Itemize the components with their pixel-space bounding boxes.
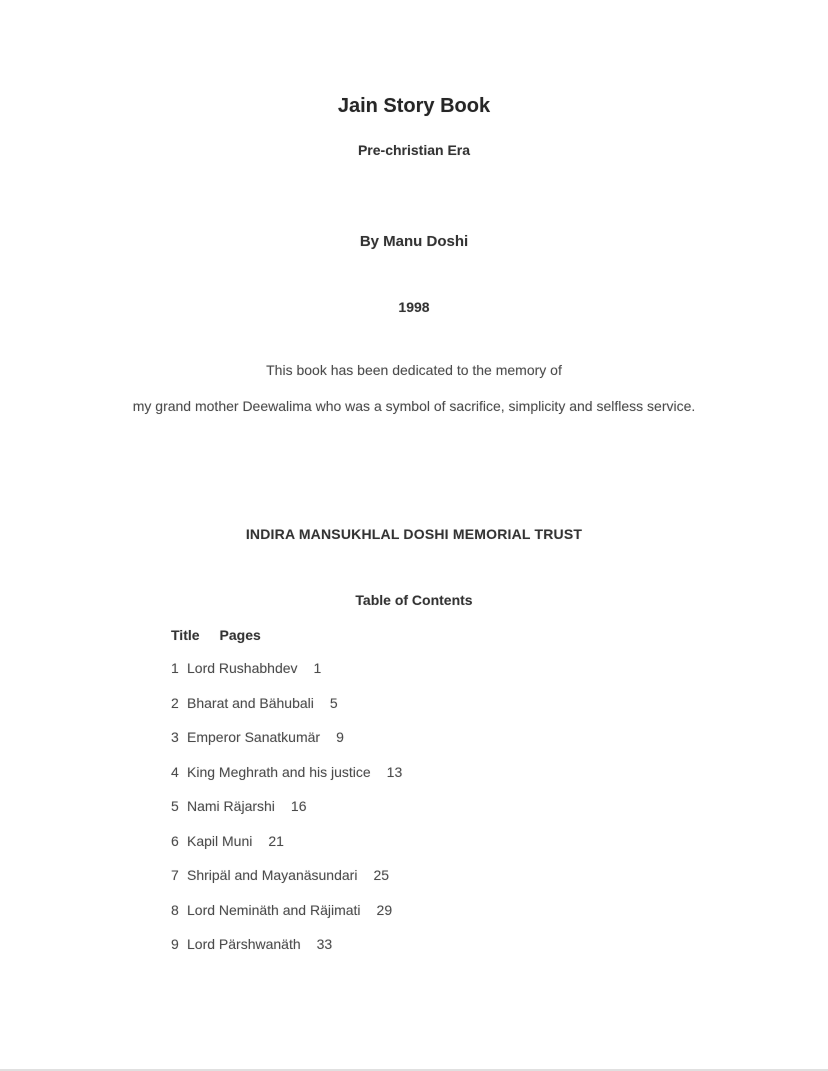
- toc-entry-number: 5: [171, 798, 179, 815]
- author-byline: By Manu Doshi: [359, 233, 469, 250]
- toc-entry-title: Bharat and Bähubali: [187, 694, 314, 711]
- toc-entry-number: 7: [171, 867, 179, 884]
- toc-entry-page: 29: [376, 901, 393, 918]
- toc-entry: [171, 833, 402, 868]
- page-title: Jain Story Book: [337, 95, 491, 117]
- toc-entry: [171, 729, 402, 764]
- toc-entry-title: Kapil Muni: [187, 832, 253, 849]
- toc-entry-title: Lord Rushabhdev: [187, 660, 298, 676]
- toc-entry: [171, 695, 402, 730]
- toc-entry-page: 25: [373, 867, 390, 884]
- toc-entry-title: Shripäl and Mayanäsundari: [187, 867, 358, 884]
- trust-name: INDIRA MANSUKHLAL DOSHI MEMORIAL TRUST: [245, 526, 583, 542]
- toc-entry-number: 6: [171, 832, 179, 849]
- toc-entry: [171, 798, 402, 833]
- toc-entry-number: 8: [171, 901, 179, 918]
- toc-entry-title: Emperor Sanatkumär: [187, 729, 321, 746]
- toc-entry-page: 13: [386, 763, 403, 780]
- toc-entry-title: King Meghrath and his justice: [187, 763, 371, 780]
- toc-entry: [171, 764, 402, 799]
- toc-column-title: Title: [171, 627, 200, 643]
- toc-entry-number: 3: [171, 729, 179, 746]
- toc-heading: Table of Contents: [355, 592, 473, 608]
- toc-entry: [171, 660, 402, 695]
- toc-entry-number: 4: [171, 763, 179, 780]
- dedication-line-2: my grand mother Deewalima who was a symbol of sacrifice, simplicity and selfless service.: [132, 398, 696, 414]
- toc-list: [171, 660, 402, 971]
- toc-entry-title: Nami Räjarshi: [187, 798, 275, 815]
- toc-entry: [171, 867, 402, 902]
- toc-entry-page: 1: [313, 660, 322, 676]
- toc-column-header: [171, 627, 261, 643]
- toc-entry-page: 16: [290, 798, 307, 815]
- toc-entry: [171, 936, 402, 971]
- publication-year: 1998: [398, 299, 430, 315]
- toc-entry-title: Lord Pärshwanäth: [187, 936, 301, 953]
- toc-entry-page: 33: [316, 936, 333, 953]
- toc-entry: [171, 902, 402, 937]
- toc-entry-page: 9: [336, 729, 344, 746]
- toc-entry-page: 5: [329, 694, 338, 711]
- toc-entry-title: Lord Neminäth and Räjimati: [187, 901, 361, 918]
- toc-entry-number: 1: [171, 660, 179, 676]
- dedication-line-1: This book has been dedicated to the memory of: [266, 362, 562, 378]
- page-subtitle: Pre-christian Era: [357, 142, 471, 158]
- toc-entry-number: 2: [171, 694, 179, 711]
- toc-entry-number: 9: [171, 936, 179, 953]
- toc-entry-page: 21: [268, 832, 284, 849]
- toc-column-pages: Pages: [219, 627, 261, 643]
